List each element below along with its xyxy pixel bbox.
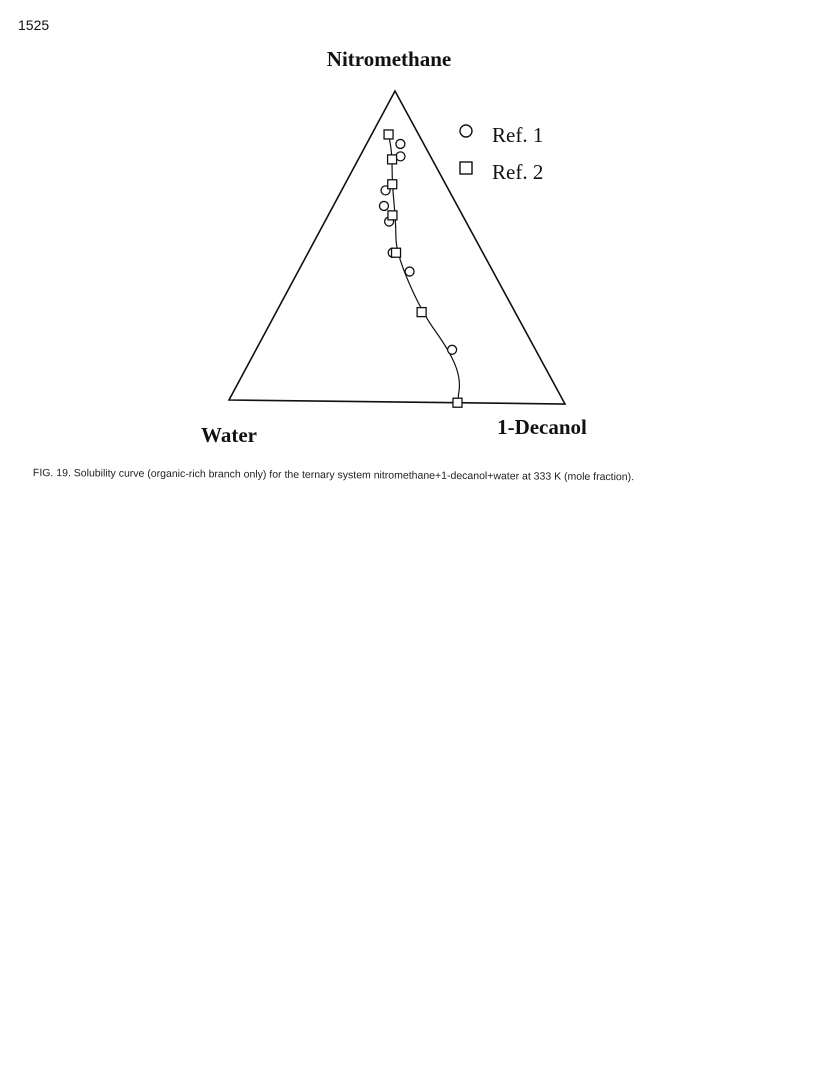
ref2-point-0 [384,130,393,139]
ref1-point-0 [396,139,405,148]
vertex-label-top: Nitromethane [326,47,452,71]
ref2-point-2 [388,180,397,189]
ref1-point-1 [396,152,405,161]
ref1-point-7 [448,345,457,354]
ref2-point-4 [392,248,401,257]
vertex-label-bottom-right: 1-Decanol [497,415,587,439]
ref2-point-5 [417,308,426,317]
ref2-point-3 [388,211,397,220]
ref2-point-1 [388,155,397,164]
legend-circle-marker [460,125,472,137]
vertex-label-bottom-left: Water [201,423,257,447]
legend-label-ref1: Ref. 1 [492,123,544,147]
ref1-point-3 [379,201,388,210]
solubility-curve [389,135,460,403]
ref2-point-6 [453,398,462,407]
page-number: 1525 [18,17,50,33]
ternary-chart [0,0,828,520]
legend-square-marker [460,162,472,174]
legend-label-ref2: Ref. 2 [492,160,544,184]
figure-caption: FIG. 19. Solubility curve (organic-rich branch only) for the ternary system nitromethane+1-decanol+water at 333 K (mole fraction). [32,467,635,484]
ref1-point-6 [405,267,414,276]
legend [460,123,543,184]
